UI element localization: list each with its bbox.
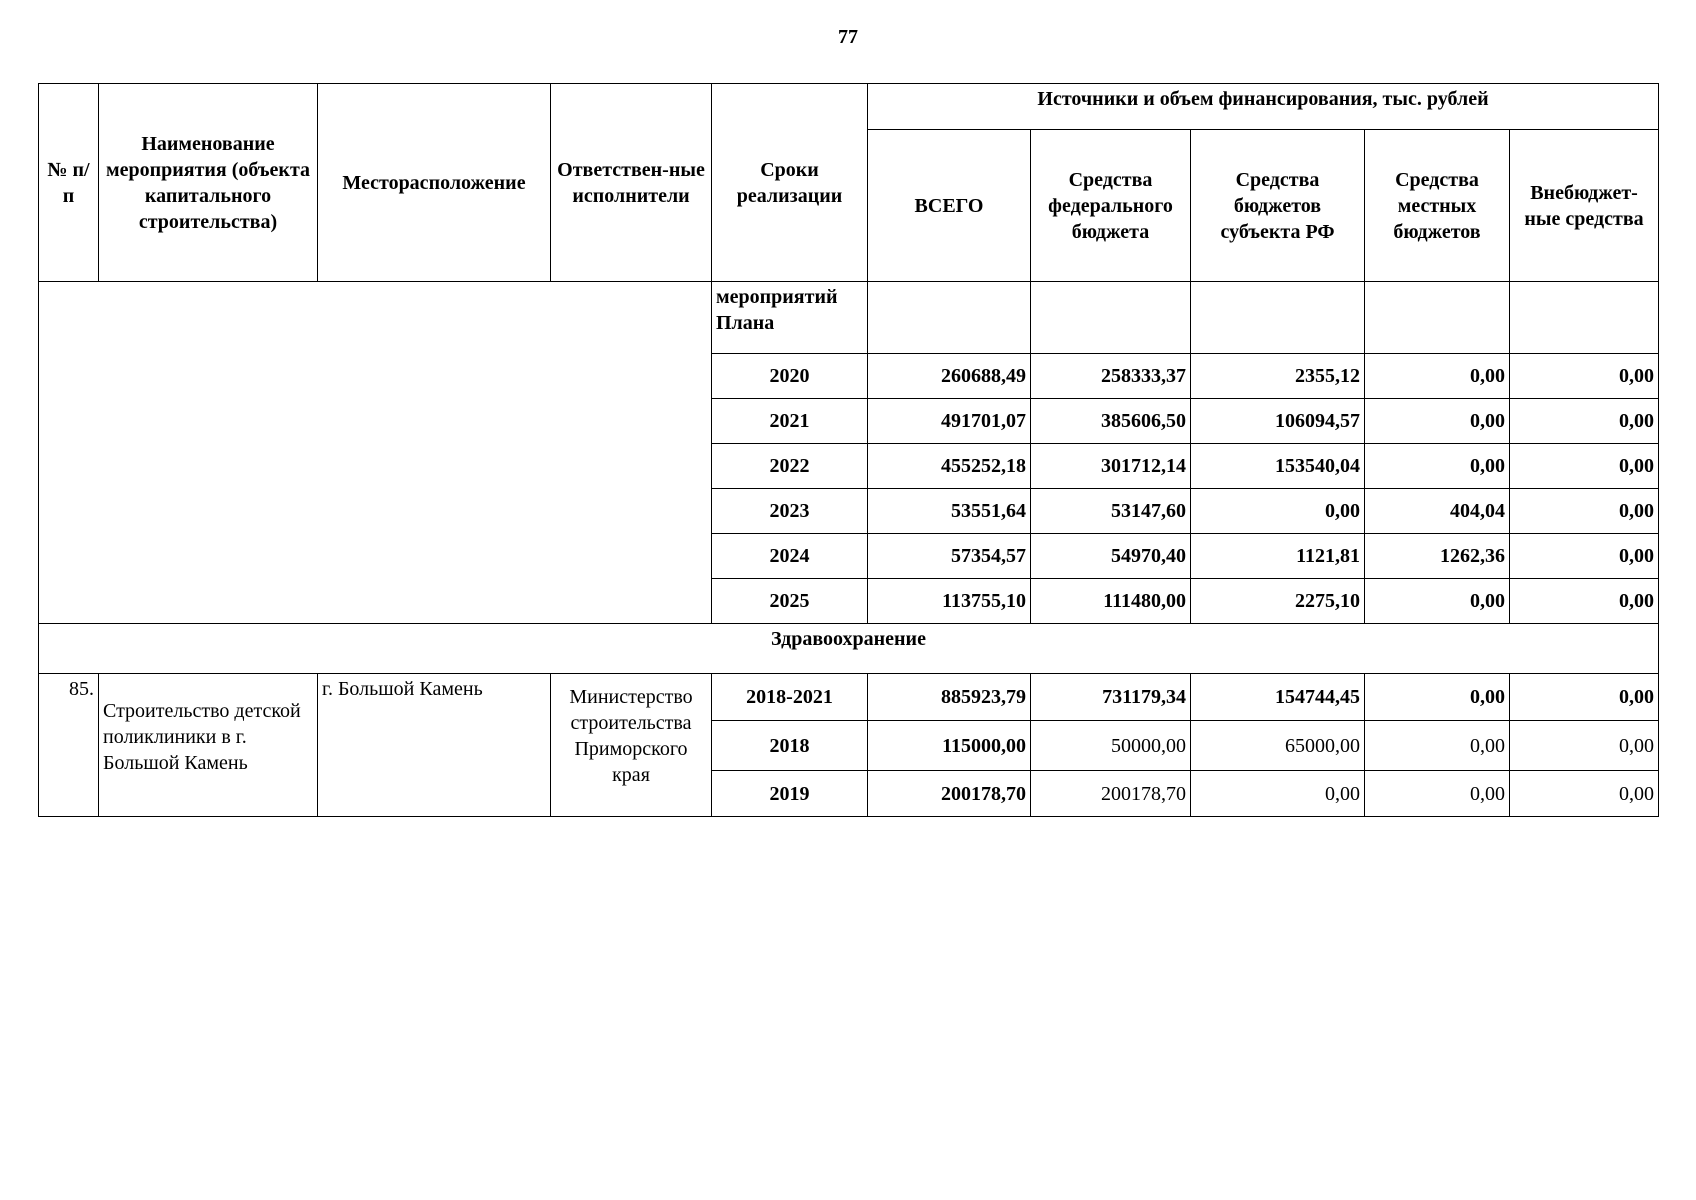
section-title: Здравоохранение	[39, 624, 1659, 674]
header-row-1	[39, 84, 1659, 130]
year-cell: 2024	[712, 534, 868, 579]
local-cell: 0,00	[1365, 721, 1510, 771]
extra-cell: 0,00	[1510, 674, 1659, 721]
empty-cell	[1365, 282, 1510, 354]
extra-cell: 0,00	[1510, 444, 1659, 489]
item-location: г. Большой Камень	[318, 674, 551, 817]
federal-cell: 731179,34	[1031, 674, 1191, 721]
federal-cell: 385606,50	[1031, 399, 1191, 444]
col-terms-header: Сроки реализации	[712, 84, 868, 282]
year-cell: 2018-2021	[712, 674, 868, 721]
federal-cell: 301712,14	[1031, 444, 1191, 489]
col-total-header: ВСЕГО	[868, 130, 1031, 282]
table-row	[39, 674, 1659, 721]
col-num-header: № п/п	[39, 84, 99, 282]
subject-cell: 2275,10	[1191, 579, 1365, 624]
total-cell: 53551,64	[868, 489, 1031, 534]
extra-cell: 0,00	[1510, 721, 1659, 771]
total-cell: 113755,10	[868, 579, 1031, 624]
federal-cell: 50000,00	[1031, 721, 1191, 771]
total-cell: 491701,07	[868, 399, 1031, 444]
extra-cell: 0,00	[1510, 579, 1659, 624]
continuation-label: мероприятий Плана	[712, 282, 868, 354]
year-cell: 2021	[712, 399, 868, 444]
col-federal-header: Средства федерального бюджета	[1031, 130, 1191, 282]
empty-cell	[1031, 282, 1191, 354]
empty-cell	[1510, 282, 1659, 354]
total-cell: 885923,79	[868, 674, 1031, 721]
col-local-header: Средства местных бюджетов	[1365, 130, 1510, 282]
local-cell: 0,00	[1365, 354, 1510, 399]
item-number: 85.	[39, 674, 99, 817]
local-cell: 0,00	[1365, 771, 1510, 817]
federal-cell: 54970,40	[1031, 534, 1191, 579]
subject-cell: 106094,57	[1191, 399, 1365, 444]
year-cell: 2025	[712, 579, 868, 624]
total-cell: 455252,18	[868, 444, 1031, 489]
subject-cell: 153540,04	[1191, 444, 1365, 489]
extra-cell: 0,00	[1510, 399, 1659, 444]
col-executors-header: Ответствен-ные исполнители	[551, 84, 712, 282]
extra-cell: 0,00	[1510, 771, 1659, 817]
local-cell: 0,00	[1365, 674, 1510, 721]
federal-cell: 200178,70	[1031, 771, 1191, 817]
empty-cell	[1191, 282, 1365, 354]
subject-cell: 65000,00	[1191, 721, 1365, 771]
subject-cell: 0,00	[1191, 771, 1365, 817]
col-location-header: Месторасположение	[318, 84, 551, 282]
financing-table	[38, 83, 1659, 817]
extra-cell: 0,00	[1510, 489, 1659, 534]
empty-cell	[868, 282, 1031, 354]
item-executor: Министерство строительства Приморского края	[551, 674, 712, 817]
total-cell: 57354,57	[868, 534, 1031, 579]
col-name-header: Наименование мероприятия (объекта капитального строительства)	[99, 84, 318, 282]
continuation-label-row	[39, 282, 1659, 354]
total-cell: 115000,00	[868, 721, 1031, 771]
section-row	[39, 624, 1659, 674]
local-cell: 0,00	[1365, 399, 1510, 444]
total-cell: 200178,70	[868, 771, 1031, 817]
subject-cell: 2355,12	[1191, 354, 1365, 399]
subject-cell: 154744,45	[1191, 674, 1365, 721]
continuation-blank-cell	[39, 282, 712, 624]
year-cell: 2023	[712, 489, 868, 534]
year-cell: 2019	[712, 771, 868, 817]
extra-cell: 0,00	[1510, 534, 1659, 579]
local-cell: 1262,36	[1365, 534, 1510, 579]
local-cell: 0,00	[1365, 579, 1510, 624]
local-cell: 404,04	[1365, 489, 1510, 534]
year-cell: 2018	[712, 721, 868, 771]
col-sources-header: Источники и объем финансирования, тыс. рублей	[868, 84, 1659, 130]
total-cell: 260688,49	[868, 354, 1031, 399]
subject-cell: 0,00	[1191, 489, 1365, 534]
year-cell: 2020	[712, 354, 868, 399]
year-cell: 2022	[712, 444, 868, 489]
extra-cell: 0,00	[1510, 354, 1659, 399]
item-name: Строительство детской поликлиники в г. Большой Камень	[99, 674, 318, 817]
page-number: 77	[838, 26, 858, 48]
federal-cell: 53147,60	[1031, 489, 1191, 534]
federal-cell: 258333,37	[1031, 354, 1191, 399]
federal-cell: 111480,00	[1031, 579, 1191, 624]
subject-cell: 1121,81	[1191, 534, 1365, 579]
local-cell: 0,00	[1365, 444, 1510, 489]
col-extra-header: Внебюджет-ные средства	[1510, 130, 1659, 282]
col-subject-header: Средства бюджетов субъекта РФ	[1191, 130, 1365, 282]
